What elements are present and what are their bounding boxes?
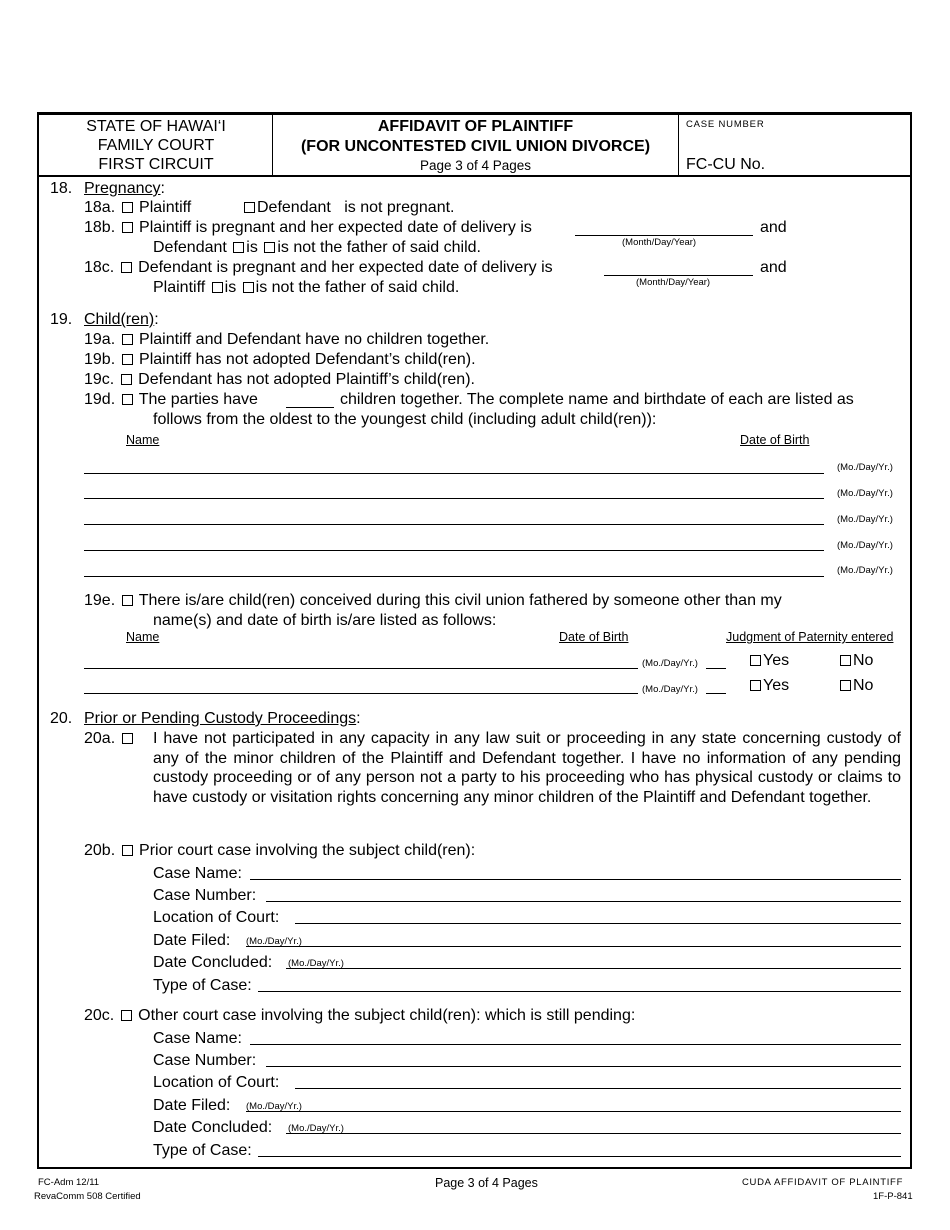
20c-date-concluded-hint: (Mo./Day/Yr.) [288,1123,344,1134]
20b-date-concluded-hint: (Mo./Day/Yr.) [288,958,344,969]
paternity-row-2-yes: Yes [748,677,789,695]
20b-type-field[interactable] [258,991,901,992]
section-18-number: 18. [50,180,73,197]
court-line-3: FIRST CIRCUIT [98,156,214,173]
20b-location-label: Location of Court: [153,909,280,926]
paternity-row-1-hint: (Mo./Day/Yr.) [642,658,698,669]
checkbox-18b[interactable] [122,222,133,233]
footer-code: 1F-P-841 [873,1191,913,1202]
20b-date-concluded-field[interactable] [286,968,901,969]
section-19-number: 19. [50,311,73,328]
20b-case-name-label: Case Name: [153,865,242,882]
case-number-value: FC-CU No. [686,156,766,173]
item-19d: 19d. The parties have [84,391,258,408]
checkbox-18c-is[interactable] [212,282,223,293]
checkbox-18b-isnot[interactable] [264,242,275,253]
field-19d-count[interactable] [286,407,334,408]
item-18b-and: and [760,219,787,236]
item-19e: 19e. There is/are child(ren) conceived during this civil union fathered by someone other than my [84,592,782,609]
item-20a-label: 20a. [84,730,135,748]
paternity-row-2-hint: (Mo./Day/Yr.) [642,684,698,695]
paternity-row-1-no: No [838,652,873,670]
children-name-header: Name [126,433,160,447]
paternity-row-2-dob-field[interactable] [706,693,726,694]
checkbox-paternity-2-no[interactable] [840,680,851,691]
paternity-row-2-field[interactable] [84,693,638,694]
checkbox-paternity-1-yes[interactable] [750,655,761,666]
20b-case-number-field[interactable] [266,901,901,902]
footer-title: CUDA AFFIDAVIT OF PLAINTIFF [742,1177,904,1188]
item-19c: 19c. Defendant has not adopted Plaintiff’s child(ren). [84,371,475,388]
form-title-1: AFFIDAVIT OF PLAINTIFF [377,118,574,135]
paternity-judgment-header: Judgment of Paternity entered [726,630,894,644]
20c-date-filed-field[interactable] [246,1111,901,1112]
checkbox-18c-isnot[interactable] [243,282,254,293]
paternity-name-header: Name [126,630,160,644]
paternity-row-1-field[interactable] [84,668,638,669]
hint-18b-date: (Month/Day/Year) [622,237,697,248]
footer-page: Page 3 of 4 Pages [435,1176,538,1190]
footer-certified: RevaComm 508 Certified [34,1191,141,1202]
item-18a: 18a. Plaintiff [84,199,192,216]
checkbox-18c[interactable] [121,262,132,273]
20c-case-number-label: Case Number: [153,1052,257,1069]
paternity-row-2-no: No [838,677,873,695]
court-line-1: STATE OF HAWAI‘I [86,118,226,135]
item-20c: 20c. Other court case involving the subject child(ren): which is still pending: [84,1007,636,1024]
item-19d-line2: follows from the oldest to the youngest child (including adult child(ren)): [153,411,657,428]
20c-date-filed-label: Date Filed: [153,1097,231,1114]
header-divider-2 [678,112,679,177]
paternity-dob-header: Date of Birth [559,630,629,644]
item-18c-line2: Plaintiff is is not the father of said child. [153,279,460,296]
form-title-2: (FOR UNCONTESTED CIVIL UNION DIVORCE) [300,138,651,155]
child-row-2-hint: (Mo./Day/Yr.) [837,488,893,499]
20c-case-number-field[interactable] [266,1066,901,1067]
20b-case-name-field[interactable] [250,879,901,880]
checkbox-20a[interactable] [122,733,133,744]
paternity-row-1-yes: Yes [748,652,789,670]
20c-type-label: Type of Case: [153,1142,252,1159]
checkbox-paternity-1-no[interactable] [840,655,851,666]
20b-date-filed-hint: (Mo./Day/Yr.) [246,936,302,947]
checkbox-20c[interactable] [121,1010,132,1021]
children-dob-header: Date of Birth [740,433,810,447]
item-20a-text: I have not participated in any capacity in any law suit or proceeding in any state concerning custody of any of the minor children of the Plaintiff and Defendant together. I have no information of any pending custody proceeding or of any person not a party to his proceeding who has physical custody or claims to have custody or visitation rights concerning any minor children of the Plaintiff and Defendant together. [153,730,901,806]
case-number-label: CASE NUMBER [686,119,765,130]
item-18a-defendant: Defendant is not pregnant. [242,199,454,217]
20b-date-filed-label: Date Filed: [153,932,231,949]
child-row-5-hint: (Mo./Day/Yr.) [837,565,893,576]
child-row-4-field[interactable] [84,550,824,551]
section-20-title: Prior or Pending Custody Proceedings: [84,710,361,727]
child-row-3-field[interactable] [84,524,824,525]
field-18b-date[interactable] [575,235,753,236]
20b-case-number-label: Case Number: [153,887,257,904]
20b-location-field[interactable] [295,923,901,924]
20c-location-label: Location of Court: [153,1074,280,1091]
section-18-title: Pregnancy: [84,180,165,197]
hint-18c-date: (Month/Day/Year) [636,277,711,288]
item-20b: 20b. Prior court case involving the subject child(ren): [84,842,476,859]
child-row-3-hint: (Mo./Day/Yr.) [837,514,893,525]
header-page: Page 3 of 4 Pages [419,158,532,173]
child-row-1-field[interactable] [84,473,824,474]
item-19d-text: children together. The complete name and birthdate of each are listed as [340,391,854,408]
checkbox-19a[interactable] [122,334,133,345]
item-19b: 19b. Plaintiff has not adopted Defendant’s child(ren). [84,351,476,368]
20c-date-concluded-label: Date Concluded: [153,1119,273,1136]
checkbox-19e[interactable] [122,595,133,606]
section-19-title: Child(ren): [84,311,159,328]
20c-date-concluded-field[interactable] [286,1133,901,1134]
20b-date-concluded-label: Date Concluded: [153,954,273,971]
checkbox-20b[interactable] [122,845,133,856]
child-row-4-hint: (Mo./Day/Yr.) [837,540,893,551]
item-18b: 18b. Plaintiff is pregnant and her expected date of delivery is [84,219,532,236]
item-18c: 18c. Defendant is pregnant and her expected date of delivery is [84,259,553,276]
child-row-1-hint: (Mo./Day/Yr.) [837,462,893,473]
item-18c-and: and [760,259,787,276]
20c-type-field[interactable] [258,1156,901,1157]
checkbox-19d[interactable] [122,394,133,405]
child-row-5-field[interactable] [84,576,824,577]
child-row-2-field[interactable] [84,498,824,499]
checkbox-paternity-2-yes[interactable] [750,680,761,691]
footer-form-id: FC-Adm 12/11 [38,1177,100,1188]
20c-date-filed-hint: (Mo./Day/Yr.) [246,1101,302,1112]
paternity-row-1-dob-field[interactable] [706,668,726,669]
checkbox-19c[interactable] [121,374,132,385]
item-19e-line2: name(s) and date of birth is/are listed as follows: [153,612,497,629]
section-20-number: 20. [50,710,73,727]
checkbox-18a-plaintiff[interactable] [122,202,133,213]
checkbox-18b-is[interactable] [233,242,244,253]
checkbox-18a-defendant[interactable] [244,202,255,213]
court-line-2: FAMILY COURT [97,137,215,154]
checkbox-19b[interactable] [122,354,133,365]
20c-location-field[interactable] [295,1088,901,1089]
20c-case-name-label: Case Name: [153,1030,242,1047]
20c-case-name-field[interactable] [250,1044,901,1045]
20b-date-filed-field[interactable] [246,946,901,947]
item-18b-line2: Defendant is is not the father of said child. [153,239,481,256]
item-19a: 19a. Plaintiff and Defendant have no children together. [84,331,490,348]
20b-type-label: Type of Case: [153,977,252,994]
field-18c-date[interactable] [604,275,753,276]
